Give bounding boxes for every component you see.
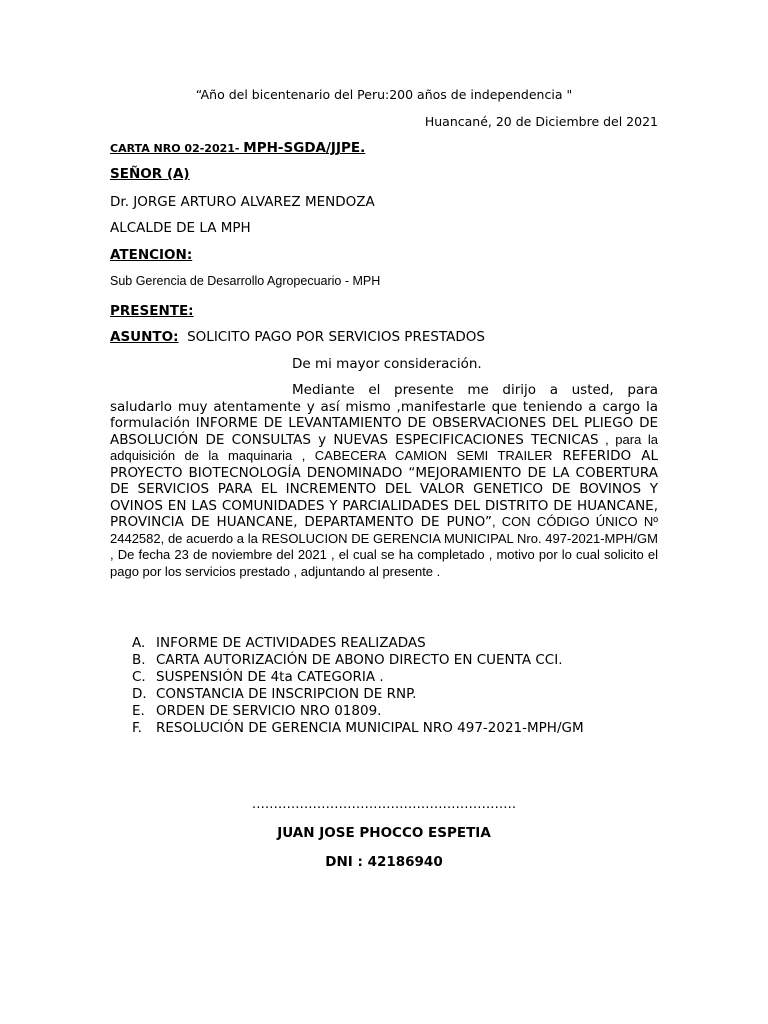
attachments-list (132, 635, 584, 737)
attention-label: ATENCION: (110, 247, 193, 263)
list-item-text: INFORME DE ACTIVIDADES REALIZADAS (156, 635, 426, 651)
attention-value: Sub Gerencia de Desarrollo Agropecuario - MPH (110, 274, 381, 288)
subject-label: ASUNTO: (110, 329, 179, 345)
place-date: Huancané, 20 de Diciembre del 2021 (424, 114, 658, 129)
body-paragraph-main: Mediante el presente me dirijo a usted, para saludarlo muy atentamente y así mismo ,manifestarle que teniendo a cargo la formulación INFORME DE LEVANTAMIENTO DE OBSERVACIONES DEL PLIEGO DE ABSOLUCIÓN DE CONSULTAS y NUEVAS ESPECIFICACIONES TECNICAS (110, 382, 658, 448)
carta-number-code: MPH-SGDA/JJPE. (243, 140, 366, 156)
body-paragraph-arial-2: , CON CÓDIGO ÚNICO Nº 2442582, de acuerdo a la RESOLUCION DE GERENCIA MUNICIPAL Nro. 497-2021-MPH/GM , De fecha 23 de noviembre del 2021 , el cual se ha completado , motivo por lo cual solicito el pago por los servicios prestado , adjuntando al presente . (110, 514, 658, 579)
list-item-text: RESOLUCIÓN DE GERENCIA MUNICIPAL NRO 497-2021-MPH/GM (156, 720, 584, 736)
list-item (132, 652, 584, 669)
signature-line: ……………………………………………………. (251, 797, 517, 812)
letter-body (110, 382, 658, 580)
list-item (132, 669, 584, 686)
body-paragraph-arial-1: , para la adquisición de la maquinaria , CABECERA CAMION SEMI TRAILER (110, 431, 658, 463)
body-paragraph-mid: REFERIDO AL PROYECTO BIOTECNOLOGÍA DENOMINADO “MEJORAMIENTO DE LA COBERTURA DE SERVICIOS PARA EL INCREMENTO DEL VALOR GENETICO DE BOVINOS Y OVINOS EN LAS COMUNIDADES Y PARCIALIDADES DEL DISTRITO DE HUANCANE, PROVINCIA DE HUANCANE, DEPARTAMENTO DE PUNO” (110, 448, 658, 530)
list-marker: F. (132, 720, 142, 736)
list-marker: E. (132, 703, 145, 719)
list-item (132, 635, 584, 652)
signer-dni: DNI : 42186940 (325, 854, 443, 870)
list-item (132, 720, 584, 737)
list-item-text: CARTA AUTORIZACIÓN DE ABONO DIRECTO EN CUENTA CCI. (156, 652, 563, 668)
list-item-text: SUSPENSIÓN DE 4ta CATEGORIA . (156, 669, 384, 685)
list-marker: B. (132, 652, 146, 668)
list-item (132, 686, 584, 703)
recipient-name: Dr. JORGE ARTURO ALVAREZ MENDOZA (110, 194, 375, 210)
subject-text: SOLICITO PAGO POR SERVICIOS PRESTADOS (178, 329, 485, 345)
list-item (132, 703, 584, 720)
recipient-position: ALCALDE DE LA MPH (110, 220, 251, 236)
year-motto: “Año del bicentenario del Peru:200 años de independencia " (195, 87, 573, 102)
list-marker: D. (132, 686, 147, 702)
list-item-text: CONSTANCIA DE INSCRIPCION DE RNP. (156, 686, 417, 702)
list-item-text: ORDEN DE SERVICIO NRO 01809. (156, 703, 382, 719)
salutation: SEÑOR (A) (110, 166, 190, 182)
subject-line (110, 329, 485, 345)
signer-name: JUAN JOSE PHOCCO ESPETIA (277, 825, 491, 841)
list-marker: A. (132, 635, 146, 651)
list-marker: C. (132, 669, 146, 685)
carta-number (110, 140, 365, 156)
greeting: De mi mayor consideración. (292, 356, 482, 372)
carta-number-prefix: CARTA NRO 02-2021- (110, 142, 244, 155)
presente-label: PRESENTE: (110, 303, 194, 319)
